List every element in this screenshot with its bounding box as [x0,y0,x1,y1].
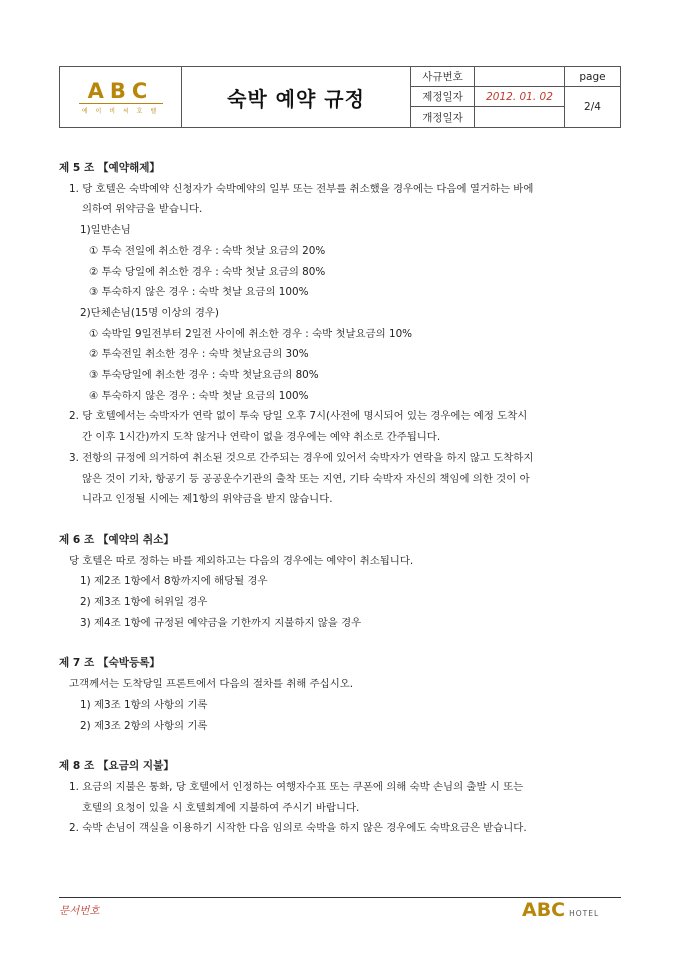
footer-divider [59,897,621,898]
list-item: 2) 제3조 1항에 허위일 경우 [80,596,208,609]
list-item: 1) 제3조 1항의 사항의 기록 [80,698,208,711]
label-revision-date: 개정일자 [411,107,475,127]
page-number: 2/4 [584,101,601,113]
document-number-label: 문서번호 [59,905,100,917]
value-enact-date: 2012. 01. 02 [475,87,565,107]
list-item: ① 투숙 전일에 취소한 경우 : 숙박 첫날 요금의 20% [89,244,326,257]
sub-heading: 2)단체손님(15명 이상의 경우) [80,306,219,319]
logo-subtitle: 에 이 비 씨 호 텔 [81,107,160,115]
list-item: ③ 투숙당일에 취소한 경우 : 숙박 첫날요금의 80% [89,369,319,382]
footer-logo-text: ABC [522,899,566,921]
footer-logo [522,899,599,921]
header-table [59,66,621,128]
section-title: 제 5 조 【예약해제】 [59,162,161,174]
label-enact-date: 제정일자 [411,87,475,107]
hotel-logo [60,67,182,127]
paragraph: 고객께서는 도착당일 프론트에서 다음의 절차를 취해 주십시오. [69,678,354,691]
document-title: 숙박 예약 규정 [182,67,411,127]
paragraph: 1. 당 호텔은 숙박예약 신청자가 숙박예약의 일부 또는 전부를 취소했을 경우에는 다음에 열거하는 바에 [69,182,534,195]
label-rule-number: 사규번호 [411,67,475,87]
list-item: ④ 투숙하지 않은 경우 : 숙박 첫날 요금의 100% [89,389,309,402]
paragraph: 간 이후 1시간)까지 도착 않거나 연락이 없을 경우에는 예약 취소로 간주됩니다. [82,431,441,444]
logo-underline [79,103,163,104]
list-item: 2) 제3조 2항의 사항의 기록 [80,719,208,732]
paragraph: 니라고 인정될 시에는 제1항의 위약금을 받지 않습니다. [82,493,333,506]
list-item: 3) 제4조 1항에 규정된 예약금을 기한까지 지불하지 않을 경우 [80,616,362,629]
list-item: ③ 투숙하지 않은 경우 : 숙박 첫날 요금의 100% [89,286,309,299]
paragraph: 3. 전항의 규정에 의거하여 취소된 것으로 간주되는 경우에 있어서 숙박자가 연락을 하지 않고 도착하지 [69,451,534,464]
page-label: page [565,67,620,87]
section-title: 제 7 조 【숙박등록】 [59,657,161,670]
list-item: ② 투숙전일 취소한 경우 : 숙박 첫날요금의 30% [89,348,309,361]
paragraph: 의하여 위약금을 받습니다. [82,203,203,216]
paragraph: 1. 요금의 지불은 통화, 당 호텔에서 인정하는 여행자수표 또는 쿠폰에 의해 숙박 손님의 출발 시 또는 [69,780,524,793]
paragraph: 2. 당 호텔에서는 숙박자가 연락 없이 투숙 당일 오후 7시(사전에 명시되어 있는 경우에는 예정 도착시 [69,410,528,423]
logo-text: ABC [87,78,154,103]
paragraph: 당 호텔은 따로 정하는 바를 제외하고는 다음의 경우에는 예약이 취소됩니다. [69,554,414,567]
value-rule-number [475,67,565,87]
paragraph: 않은 것이 기차, 항공기 등 공공운수기관의 출착 또는 지연, 기타 숙박자 자신의 책임에 의한 것이 아 [82,472,530,485]
paragraph: 호텔의 요청이 있을 시 호텔회계에 지불하여 주시기 바랍니다. [82,801,360,814]
header-info-grid [411,67,620,127]
paragraph: 2. 숙박 손님이 객실을 이용하기 시작한 다음 임의로 숙박을 하지 않은 경우에도 숙박요금은 받습니다. [69,822,527,835]
section-title: 제 8 조 【요금의 지불】 [59,760,174,773]
sub-heading: 1)일반손님 [80,224,131,237]
list-item: ② 투숙 당일에 취소한 경우 : 숙박 첫날 요금의 80% [89,265,326,278]
section-title: 제 6 조 【예약의 취소】 [59,533,174,546]
list-item: 1) 제2조 1항에서 8항까지에 해당될 경우 [80,575,268,588]
list-item: ① 숙박일 9일전부터 2일전 사이에 취소한 경우 : 숙박 첫날요금의 10% [89,327,413,340]
document-body [59,158,629,839]
value-revision-date [475,107,565,127]
footer-logo-hotel: HOTEL [569,909,600,918]
